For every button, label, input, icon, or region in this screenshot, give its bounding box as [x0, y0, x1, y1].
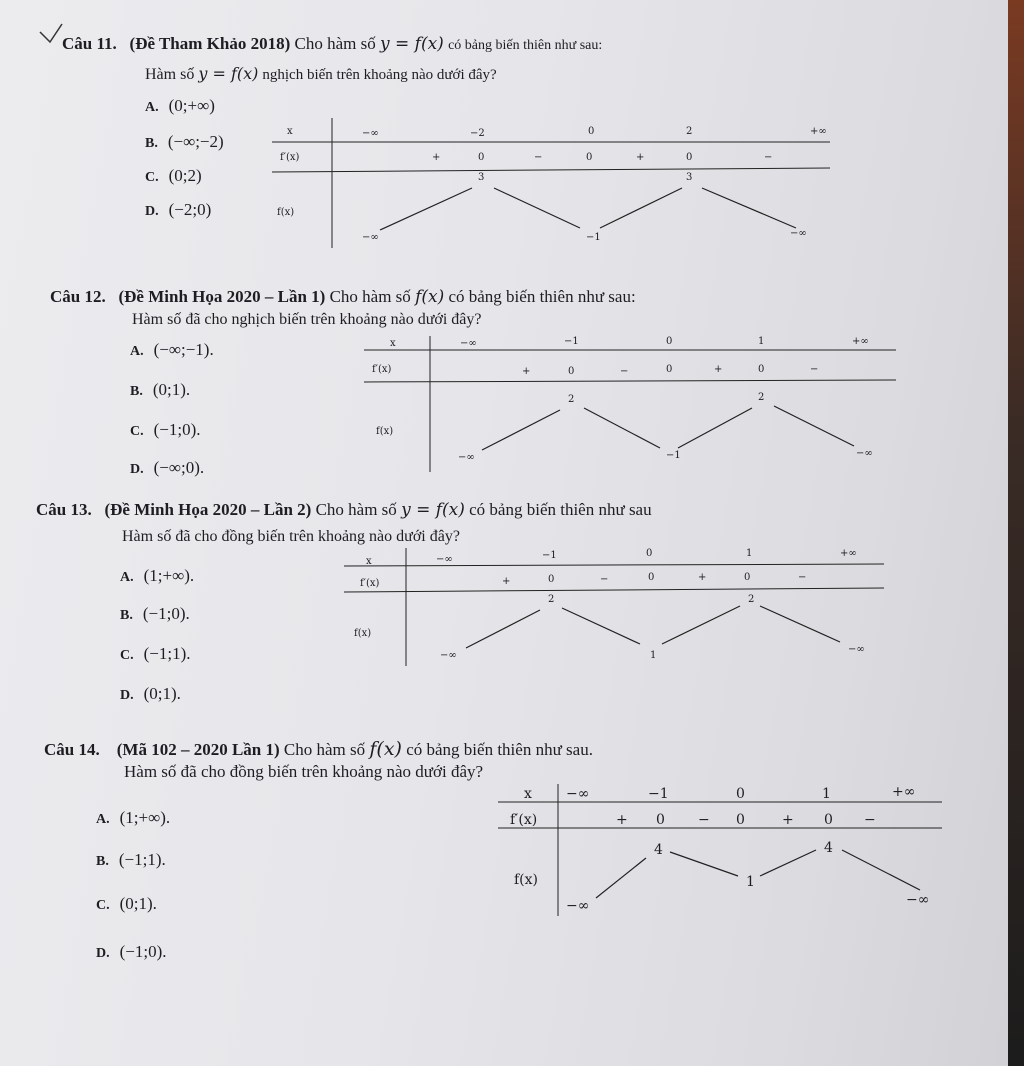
- sign-rule: [364, 380, 896, 382]
- option-letter: B.: [130, 384, 143, 399]
- x-value: 2: [686, 126, 693, 137]
- option-text: (0;+∞): [168, 96, 215, 115]
- variation-table: [496, 780, 946, 918]
- sign: 0: [758, 364, 765, 375]
- option-text: (−2;0): [168, 200, 212, 219]
- question-tail: có bảng biến thiên như sau:: [448, 287, 636, 306]
- option-letter: B.: [96, 854, 109, 869]
- function-notation: y = f(x): [380, 34, 444, 54]
- f-value: −1: [586, 232, 601, 243]
- sign: 0: [568, 366, 575, 377]
- option-c[interactable]: [96, 894, 157, 914]
- x-label: x: [524, 786, 532, 802]
- option-letter: D.: [130, 462, 144, 477]
- question-prompt: [145, 64, 497, 84]
- option-text: (−1;1).: [118, 850, 166, 869]
- question-source: (Đề Minh Họa 2020 – Lần 2): [104, 500, 312, 519]
- f-value: −∞: [790, 228, 807, 239]
- sign: 0: [586, 152, 593, 163]
- f-value: −∞: [566, 898, 590, 914]
- variation-arrow: [670, 852, 738, 876]
- option-letter: D.: [145, 204, 159, 219]
- option-text: (1;+∞).: [143, 566, 195, 585]
- option-letter: D.: [120, 688, 134, 703]
- x-value: +∞: [852, 336, 869, 347]
- option-text: (0;1).: [152, 380, 191, 399]
- question-lead: Cho hàm số: [294, 34, 376, 53]
- option-text: (−1;0).: [142, 604, 190, 623]
- sign: 0: [648, 572, 655, 583]
- x-value: −1: [648, 786, 669, 802]
- prompt-text: nghịch biến trên khoảng nào dưới đây?: [262, 67, 497, 83]
- question-prompt: Hàm số đã cho đồng biến trên khoảng nào dưới đây?: [122, 528, 460, 545]
- fprime-label: f′(x): [510, 812, 538, 828]
- fprime-label: f′(x): [372, 364, 392, 375]
- sign: 0: [744, 572, 751, 583]
- variation-arrow: [662, 606, 740, 644]
- variation-table: [262, 118, 842, 250]
- sign: +: [636, 152, 645, 163]
- f-label: f(x): [354, 628, 372, 639]
- variation-arrow: [600, 188, 682, 228]
- option-c[interactable]: [120, 644, 191, 664]
- question-prompt: Hàm số đã cho đồng biến trên khoảng nào dưới đây?: [124, 762, 484, 781]
- option-letter: A.: [96, 812, 110, 827]
- fprime-label: f′(x): [360, 578, 380, 589]
- variation-arrow: [562, 608, 640, 644]
- variation-arrow: [760, 850, 816, 876]
- f-label: f(x): [277, 207, 295, 218]
- question-header: [44, 738, 593, 760]
- option-c[interactable]: [130, 420, 201, 440]
- sign: 0: [686, 152, 693, 163]
- variation-arrow: [774, 406, 854, 446]
- question-tail: có bảng biến thiên như sau.: [406, 740, 593, 759]
- handwritten-check-mark: [38, 22, 64, 48]
- question-number: Câu 12.: [50, 287, 106, 306]
- prompt-prefix: Hàm số: [145, 66, 195, 83]
- x-value: 0: [646, 548, 653, 559]
- sign: −: [864, 812, 876, 828]
- option-a[interactable]: [96, 808, 170, 828]
- x-value: 1: [758, 336, 765, 347]
- question-number: Câu 14.: [44, 740, 100, 759]
- function-notation: f(x): [369, 738, 402, 760]
- option-text: (−1;1).: [143, 644, 191, 663]
- x-value: −1: [564, 336, 579, 347]
- option-a[interactable]: [120, 566, 194, 586]
- sign-rule: [272, 168, 830, 172]
- option-text: (−1;0).: [119, 942, 167, 961]
- question-source: (Đề Tham Khảo 2018): [129, 34, 291, 53]
- question-tail: có bảng biến thiên như sau:: [448, 38, 603, 53]
- option-letter: B.: [145, 136, 158, 151]
- option-b[interactable]: [130, 380, 190, 400]
- option-d[interactable]: [130, 458, 204, 478]
- f-value: 2: [548, 594, 555, 605]
- function-notation: f(x): [415, 287, 445, 307]
- sign: 0: [478, 152, 485, 163]
- question-source: (Đề Minh Họa 2020 – Lần 1): [118, 287, 326, 306]
- x-value: −∞: [566, 786, 590, 802]
- sign-rule: [344, 588, 884, 592]
- option-letter: A.: [120, 570, 134, 585]
- variation-arrow: [596, 858, 646, 898]
- option-text: (1;+∞).: [119, 808, 171, 827]
- variation-table: [362, 330, 902, 475]
- question-tail: có bảng biến thiên như sau: [469, 500, 652, 519]
- f-value: −∞: [848, 644, 865, 655]
- option-d[interactable]: [120, 684, 181, 704]
- sign: +: [714, 364, 723, 375]
- function-notation: y = f(x): [401, 500, 465, 520]
- sign: −: [810, 364, 819, 375]
- sign: −: [620, 366, 629, 377]
- x-value: +∞: [840, 548, 857, 559]
- sign: +: [432, 152, 441, 163]
- sign: +: [782, 812, 794, 828]
- variation-arrow: [678, 408, 752, 448]
- x-value: −∞: [460, 338, 477, 349]
- option-letter: C.: [120, 648, 134, 663]
- option-text: (−1;0).: [153, 420, 201, 439]
- x-label: x: [287, 126, 293, 137]
- f-value: −∞: [440, 650, 457, 661]
- header-rule: [344, 564, 884, 566]
- x-label: x: [366, 556, 372, 567]
- sign: 0: [666, 364, 673, 375]
- variation-table: [340, 544, 890, 668]
- option-text: (−∞;−2): [167, 132, 224, 151]
- option-text: (0;2): [168, 166, 202, 185]
- sign: 0: [656, 812, 665, 828]
- f-label: f(x): [514, 872, 539, 888]
- f-value: −∞: [458, 452, 475, 463]
- question-source: (Mã 102 – 2020 Lần 1): [116, 740, 280, 759]
- f-value: 4: [824, 840, 833, 856]
- option-text: (−∞;0).: [153, 458, 205, 477]
- x-value: +∞: [810, 126, 827, 137]
- sign: −: [698, 812, 710, 828]
- variation-arrow: [380, 188, 472, 230]
- sign: −: [534, 152, 543, 163]
- option-b[interactable]: [145, 132, 224, 152]
- sign: −: [600, 574, 609, 585]
- f-value: −1: [666, 450, 681, 461]
- option-c[interactable]: [145, 166, 202, 186]
- sign: 0: [548, 574, 555, 585]
- sign: +: [502, 576, 511, 587]
- background-edge: [1008, 0, 1024, 1066]
- question-header: [50, 287, 636, 307]
- question-lead: Cho hàm số: [329, 287, 411, 306]
- variation-arrow: [760, 606, 840, 642]
- question-lead: Cho hàm số: [315, 500, 397, 519]
- question-header: [62, 34, 602, 54]
- option-letter: C.: [96, 898, 110, 913]
- variation-arrow: [584, 408, 660, 448]
- option-letter: A.: [145, 100, 159, 115]
- sign: −: [798, 572, 807, 583]
- sign: +: [698, 572, 707, 583]
- variation-arrow: [494, 188, 580, 228]
- f-value: 1: [746, 874, 755, 890]
- question-prompt: Hàm số đã cho nghịch biến trên khoảng nào dưới đây?: [132, 311, 482, 328]
- x-value: 0: [666, 336, 673, 347]
- option-d[interactable]: [96, 942, 167, 962]
- question-number: Câu 13.: [36, 500, 92, 519]
- option-text: (0;1).: [143, 684, 181, 703]
- option-letter: B.: [120, 608, 133, 623]
- x-value: 0: [736, 786, 745, 802]
- option-text: (−∞;−1).: [153, 340, 214, 359]
- fprime-label: f′(x): [280, 152, 300, 163]
- f-value: −∞: [856, 448, 873, 459]
- sign: 0: [824, 812, 833, 828]
- f-value: 4: [654, 842, 663, 858]
- option-letter: A.: [130, 344, 144, 359]
- x-label: x: [390, 338, 396, 349]
- sign: −: [764, 152, 773, 163]
- option-letter: C.: [145, 170, 159, 185]
- option-letter: D.: [96, 946, 110, 961]
- sign: +: [616, 812, 628, 828]
- f-value: 1: [650, 650, 657, 661]
- x-value: −2: [470, 128, 485, 139]
- prompt-function: y = f(x): [198, 64, 259, 83]
- x-value: −1: [542, 550, 557, 561]
- option-a[interactable]: [145, 96, 215, 116]
- variation-arrow: [466, 610, 540, 648]
- x-value: 1: [746, 548, 753, 559]
- x-value: −∞: [436, 554, 453, 565]
- question-lead: Cho hàm số: [283, 740, 366, 759]
- variation-arrow: [842, 850, 920, 890]
- x-value: −∞: [362, 128, 379, 139]
- option-b[interactable]: [96, 850, 166, 870]
- sign: 0: [736, 812, 745, 828]
- f-label: f(x): [376, 426, 394, 437]
- f-value: −∞: [906, 892, 930, 908]
- sign: +: [522, 366, 531, 377]
- f-value: 2: [748, 594, 755, 605]
- f-value: 2: [758, 392, 765, 403]
- option-b[interactable]: [120, 604, 190, 624]
- f-value: 2: [568, 394, 575, 405]
- variation-arrow: [702, 188, 796, 228]
- option-letter: C.: [130, 424, 144, 439]
- variation-arrow: [482, 410, 560, 450]
- f-value: 3: [478, 172, 485, 183]
- question-header: [36, 500, 652, 520]
- option-text: (0;1).: [119, 894, 157, 913]
- x-value: 1: [822, 786, 831, 802]
- option-d[interactable]: [145, 200, 211, 220]
- x-value: 0: [588, 126, 595, 137]
- option-a[interactable]: [130, 340, 214, 360]
- question-number: Câu 11.: [62, 34, 117, 53]
- f-value: −∞: [362, 232, 379, 243]
- f-value: 3: [686, 172, 693, 183]
- x-value: +∞: [892, 784, 916, 800]
